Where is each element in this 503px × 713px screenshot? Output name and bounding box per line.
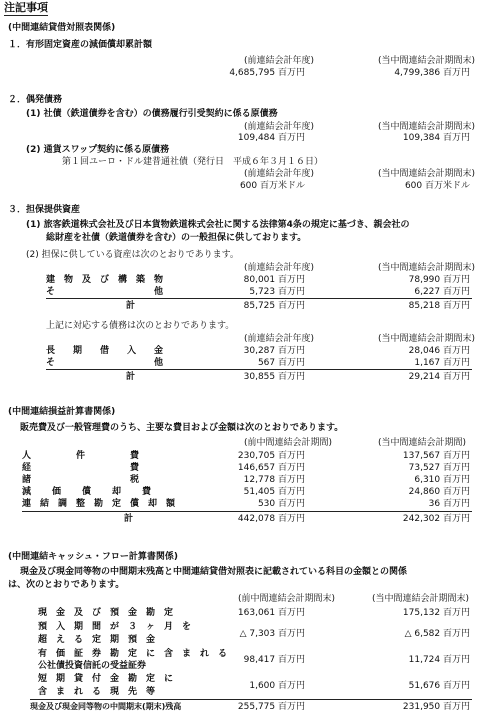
- bs-debt-col-curr: (当中間連結会計期間末): [378, 334, 476, 344]
- bs-s2-item1-prev: 109,484 百万円: [237, 133, 305, 143]
- bs-s2-item2-col-curr: (当中間連結会計期間末): [378, 169, 476, 179]
- pl-row-curr: 73,527 百万円: [408, 463, 470, 473]
- pl-col-curr: (当中間連結会計期間): [378, 438, 467, 448]
- bs-s1-col-curr: (当中間連結会計期間末): [378, 56, 476, 66]
- title-underline: [4, 15, 48, 16]
- bs-debt-prev: 567 百万円: [257, 358, 305, 368]
- cf-intro-line1: 現金及び現金同等物の中間期末残高と中間連結貸借対照表に記載されている科目の金額との関係: [20, 567, 408, 577]
- cf-row-label: 預 入 期 間 が ３ ヶ 月 を: [38, 622, 192, 632]
- bs-s3-item2: (2) 担保に供している資産は次のとおりであります。: [26, 250, 239, 260]
- cf-row-label: 含 ま れ る 現 先 等: [38, 687, 156, 697]
- cf-intro-line2: は、次のとおりであります。: [8, 580, 125, 590]
- bs-assets-total-rule: [46, 298, 472, 299]
- bs-s2-item2-curr: 600 百万米ドル: [404, 181, 470, 191]
- bs-s3-col-prev: (前連結会計年度): [244, 263, 315, 273]
- pl-row-curr: 36 百万円: [428, 499, 470, 509]
- bs-debts-total-rule: [46, 369, 472, 370]
- bs-asset-label: 建 物 及 び 構 築 物: [46, 275, 164, 285]
- bs-debt-intro: 上記に対応する債務は次のとおりであります。: [46, 321, 235, 331]
- bs-s1-prev-value: 4,685,795 百万円: [229, 68, 305, 78]
- bs-debt-curr: 1,167 百万円: [414, 358, 470, 368]
- bs-asset-label: そ 他: [46, 287, 164, 297]
- bs-s3-col-curr: (当中間連結会計期間末): [378, 263, 476, 273]
- pl-total-curr: 242,302 百万円: [402, 514, 470, 524]
- pl-row-prev: 12,778 百万円: [243, 475, 305, 485]
- bs-debt-label: 長 期 借 入 金: [46, 346, 164, 356]
- cf-row-label: 短 期 貸 付 金 勘 定 に: [38, 674, 174, 684]
- bs-debts-total-label: 計: [126, 372, 136, 382]
- pl-row-label: 経 費: [22, 463, 140, 473]
- cf-row-prev: 98,417 百万円: [243, 655, 305, 665]
- bs-s2-title: ２．偶発債務: [8, 95, 63, 105]
- bs-s2-item2: (2) 通貨スワップ契約に係る原債務: [26, 145, 170, 155]
- cf-row-curr: 175,132 百万円: [402, 608, 470, 618]
- bs-debts-total-curr: 29,214 百万円: [408, 372, 470, 382]
- bs-heading: (中間連結貸借対照表関係): [8, 23, 116, 33]
- pl-row-curr: 24,860 百万円: [408, 487, 470, 497]
- pl-row-prev: 51,405 百万円: [243, 487, 305, 497]
- bs-s2-item2-prev: 600 百万米ドル: [239, 181, 305, 191]
- cf-row-label: 公社債投資信託の受益証券: [38, 661, 147, 671]
- pl-row-curr: 137,567 百万円: [402, 451, 470, 461]
- bs-s2-item1: (1) 社債（鉄道債券を含む）の債務履行引受契約に係る原債務: [26, 109, 278, 119]
- pl-row-label: 連 結 調 整 勘 定 償 却 額: [22, 499, 176, 509]
- bs-asset-prev: 80,001 百万円: [243, 275, 305, 285]
- bs-s2-item1-col-prev: (前連結会計年度): [244, 122, 315, 132]
- bs-s1-title: １．有形固定資産の減価償却累計額: [8, 40, 153, 50]
- pl-col-prev: (前中間連結会計期間): [244, 438, 333, 448]
- bs-asset-curr: 6,227 百万円: [414, 287, 470, 297]
- bs-asset-prev: 5,723 百万円: [249, 287, 305, 297]
- cf-total-label: 現金及び現金同等物の中間期末(期末)残高: [30, 702, 182, 711]
- bs-assets-total-curr: 85,218 百万円: [408, 301, 470, 311]
- bs-debt-col-prev: (前連結会計年度): [244, 334, 315, 344]
- cf-row-curr: 51,676 百万円: [408, 681, 470, 691]
- cf-row-label: 超 え る 定 期 預 金: [38, 635, 156, 645]
- bs-debt-label: そ 他: [46, 358, 164, 368]
- pl-total-rule: [22, 511, 472, 512]
- bs-assets-total-label: 計: [126, 301, 136, 311]
- cf-col-curr: (当中間連結会計期間末): [372, 594, 470, 604]
- cf-total-rule: [30, 699, 472, 700]
- bs-asset-curr: 78,990 百万円: [408, 275, 470, 285]
- pl-total-prev: 442,078 百万円: [237, 514, 305, 524]
- cf-heading: (中間連結キャッシュ・フロー計算書関係): [8, 552, 179, 562]
- pl-total-label: 計: [124, 514, 134, 524]
- cf-row-prev: 163,061 百万円: [237, 608, 305, 618]
- bs-s3-title: ３．担保提供資産: [8, 205, 81, 215]
- bs-s1-col-prev: (前連結会計年度): [244, 56, 315, 66]
- cf-total-prev: 255,775 百万円: [237, 702, 305, 712]
- bs-debts-total-prev: 30,855 百万円: [243, 372, 305, 382]
- page-title: 注記事項: [4, 1, 48, 14]
- bs-s2-item1-curr: 109,384 百万円: [402, 133, 470, 143]
- pl-row-prev: 146,657 百万円: [237, 463, 305, 473]
- pl-row-prev: 530 百万円: [257, 499, 305, 509]
- bs-assets-total-prev: 85,725 百万円: [243, 301, 305, 311]
- cf-row-prev: 1,600 百万円: [249, 681, 305, 691]
- pl-row-label: 人 件 費: [22, 451, 140, 461]
- bs-debt-curr: 28,046 百万円: [408, 346, 470, 356]
- pl-row-label: 減 価 償 却 費: [22, 487, 158, 497]
- cf-col-prev: (前中間連結会計期間末): [238, 594, 336, 604]
- pl-intro: 販売費及び一般管理費のうち、主要な費目および金額は次のとおりであります。: [20, 423, 344, 433]
- cf-total-curr: 231,950 百万円: [402, 702, 470, 712]
- cf-row-label: 現 金 及 び 預 金 勘 定: [38, 608, 174, 618]
- bs-s1-curr-value: 4,799,386 百万円: [394, 68, 470, 78]
- cf-row-label: 有 価 証 券 勘 定 に 含 ま れ る: [38, 649, 228, 659]
- bs-s3-item1-line1: (1) 旅客鉄道株式会社及び日本貨物鉄道株式会社に関する法律第4条の規定に基づき、親会社の: [26, 220, 410, 230]
- cf-row-curr: 11,724 百万円: [408, 655, 470, 665]
- pl-row-prev: 230,705 百万円: [237, 451, 305, 461]
- bs-s2-item2-sub: 第１回ユーロ・ドル建普通社債（発行日 平成６年３月１６日）: [62, 157, 324, 167]
- bs-s3-item1-line2: 総財産を社債（鉄道債券を含む）の一般担保に供しております。: [46, 233, 307, 243]
- bs-debt-prev: 30,287 百万円: [243, 346, 305, 356]
- cf-row-prev: △ 7,303 百万円: [239, 629, 305, 639]
- pl-heading: (中間連結損益計算書関係): [8, 407, 116, 417]
- bs-s2-item1-col-curr: (当中間連結会計期間末): [378, 122, 476, 132]
- pl-row-curr: 6,310 百万円: [414, 475, 470, 485]
- bs-s2-item2-col-prev: (前連結会計年度): [244, 169, 315, 179]
- cf-row-curr: △ 6,582 百万円: [404, 629, 470, 639]
- pl-row-label: 諸 税: [22, 475, 140, 485]
